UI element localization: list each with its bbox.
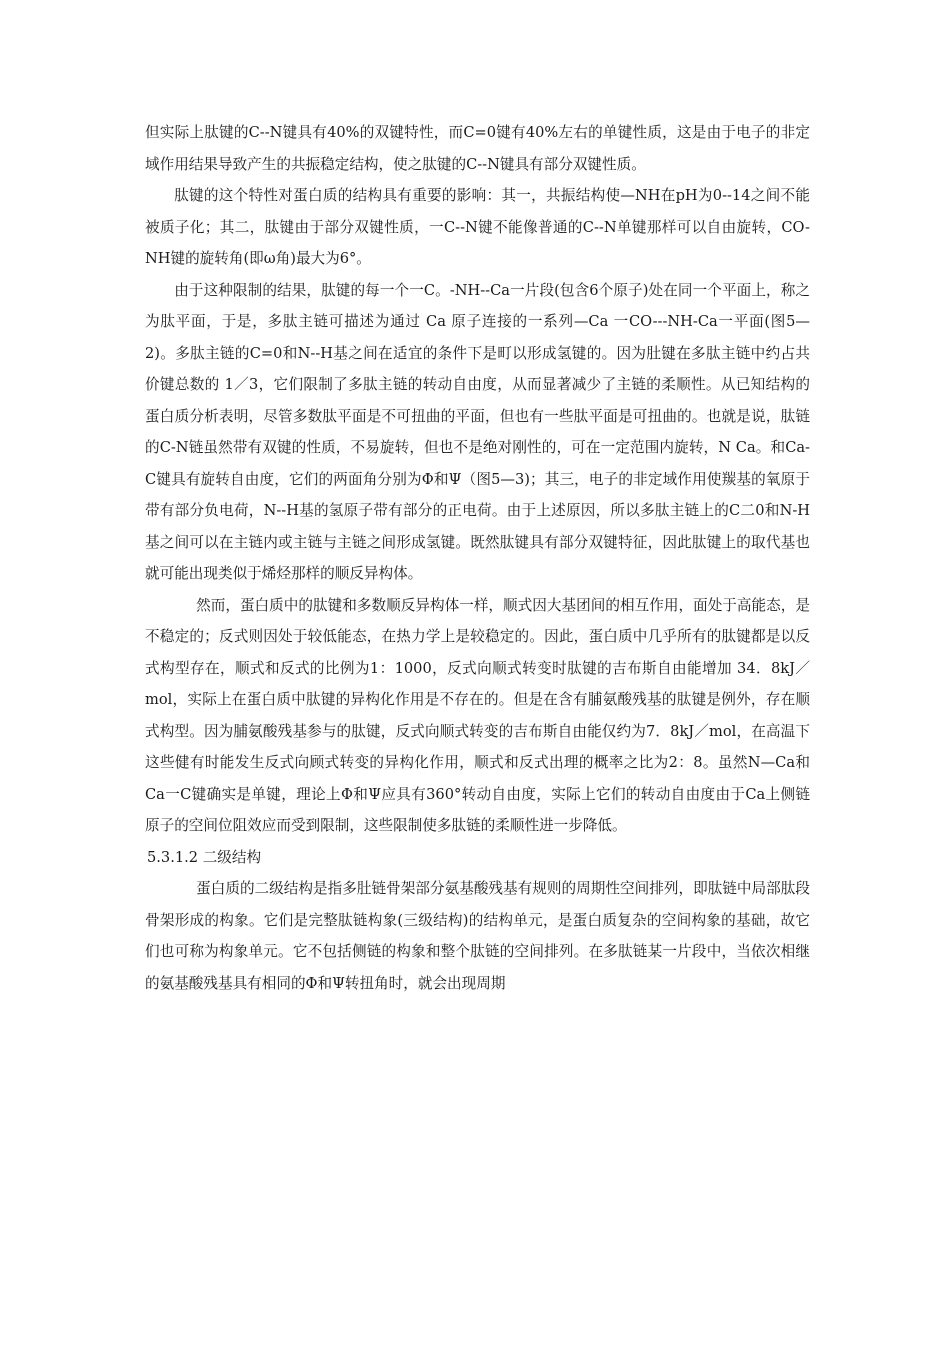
paragraph-secondary-structure: 蛋白质的二级结构是指多肚链骨架部分氨基酸残基有规则的周期性空间排列，即肽链中局部肽段骨架形成的构象。它们是完整肽链构象(三级结构)的结构单元，是蛋白质复杂的空间构象的基础，故它们也可称为构象单元。它不包括侧链的构象和整个肽链的空间排列。在多肽链某一片段中，当依次相继的氨基酸残基具有相同的Φ和Ψ转扭角时，就会出现周期 (145, 880, 810, 992)
section-heading: 5.3.1.2 二级结构 (147, 848, 262, 866)
paragraph-peptide-plane: 由于这种限制的结果，肽键的每一个一C。-NH--Ca一片段(包含6个原子)处在同一个平面上，称之为肽平面，于是，多肽主链可描述为通过 Ca 原子连接的一系列—Ca 一CO---NH-Ca一平面(图5—2)。多肽主链的C=0和N--H基之间在适宜的条件下是町以形成氢键的。因为肚键在多肽主链中约占共价键总数的 1／3，它们限制了多肽主链的转动自由度，从而显著减少了主链的柔顺性。从已知结构的蛋白质分析表明，尽管多数肽平面是不可扭曲的平面，但也有一些肽平面是可扭曲的。也就是说，肽链的C-N链虽然带有双键的性质，不易旋转，但也不是绝对刚性的，可在一定范围内旋转，N Ca。和Ca-C键具有旋转自由度，它们的两面角分别为Φ和Ψ（图5—3)；其三，电子的非定域作用使羰基的氧原于带有部分负电荷，N--H基的氢原子带有部分的正电荷。由于上述原因，所以多肽主链上的C二0和N-H基之间可以在主链内或主链与主链之间形成氢键。既然肽键具有部分双键特征，因此肽键上的取代基也就可能出现类似于烯烃那样的顺反异构体。 (145, 281, 810, 582)
paragraph-cis-trans: 然而，蛋白质中的肽键和多数顺反异构体一样，顺式因大基团间的相互作用，面处于高能态，是不稳定的；反式则因处于较低能态，在热力学上是较稳定的。因此，蛋白质中几乎所有的肽键都是以反式构型存在，顺式和反式的比例为1：1000，反式向顺式转变时肽键的吉布斯自由能增加 34．8kJ／mol，实际上在蛋白质中肽键的异构化作用是不存在的。但是在含有脯氨酸残基的肽键是例外，存在顺式构型。因为脯氨酸残基参与的肽键，反式向顺式转变的吉布斯自由能仅约为7．8kJ／mol，在高温下这些健有时能发生反式向顾式转变的异构化作用，顺式和反式出理的概率之比为2：8。虽然N—Ca和Ca一C键确实是单键，理论上Φ和Ψ应具有360°转动自由度，实际上它们的转动自由度由于Ca上侧链原子的空间位阻效应而受到限制，这些限制使多肽链的柔顺性进一步降低。 (145, 596, 810, 834)
document-page (145, 117, 810, 999)
paragraph-continuation: 但实际上肽键的C--N键具有40%的双键特性，而C=0键有40%左右的单键性质，这是由于电子的非定域作用结果导致产生的共振稳定结构，使之肽键的C--N键具有部分双键性质。 (145, 124, 810, 173)
paragraph-resonance: 肽键的这个特性对蛋白质的结构具有重要的影响：其一，共振结构使—NH在pH为0--14之间不能被质子化；其二，肽键由于部分双键性质，一C--N键不能像普通的C--N单键那样可以自由旋转，CO-NH键的旋转角(即ω角)最大为6°。 (145, 187, 810, 267)
